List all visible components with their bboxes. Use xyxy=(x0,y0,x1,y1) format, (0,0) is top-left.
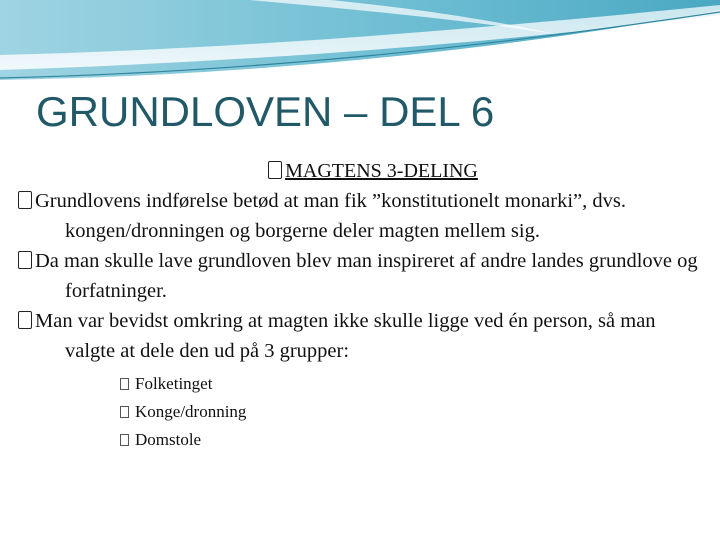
section-heading xyxy=(48,156,698,186)
header-wave-decoration xyxy=(0,0,720,90)
sub-bullet-text: Domstole xyxy=(135,430,202,449)
sub-bullet-list xyxy=(120,370,698,454)
box-icon xyxy=(18,191,32,209)
small-box-icon xyxy=(120,378,129,390)
sub-bullet-text: Konge/dronning xyxy=(135,402,247,421)
bullet-text: Da man skulle lave grundloven blev man inspireret af andre landes grundlove og forfatninger. xyxy=(35,250,698,302)
sub-bullet-item xyxy=(120,398,698,426)
slide-content xyxy=(18,156,698,454)
bullet-text: Man var bevidst omkring at magten ikke skulle ligge ved én person, så man valgte at dele den ud på 3 grupper: xyxy=(35,310,656,362)
small-box-icon xyxy=(120,434,129,446)
sub-bullet-item xyxy=(120,426,698,454)
sub-bullet-text: Folketinget xyxy=(135,374,213,393)
small-box-icon xyxy=(120,406,129,418)
bullet-text: Grundlovens indførelse betød at man fik ”konstitutionelt monarki”, dvs. kongen/dronningen og borgerne deler magten mellem sig. xyxy=(35,190,626,242)
section-heading-text: MAGTENS 3-DELING xyxy=(285,160,478,182)
bullet-item xyxy=(18,186,698,246)
bullet-item xyxy=(18,246,698,306)
sub-bullet-item xyxy=(120,370,698,398)
box-icon xyxy=(18,251,32,269)
box-icon xyxy=(268,161,282,179)
bullet-item xyxy=(18,306,698,366)
box-icon xyxy=(18,311,32,329)
slide-title: GRUNDLOVEN – DEL 6 xyxy=(36,88,495,135)
